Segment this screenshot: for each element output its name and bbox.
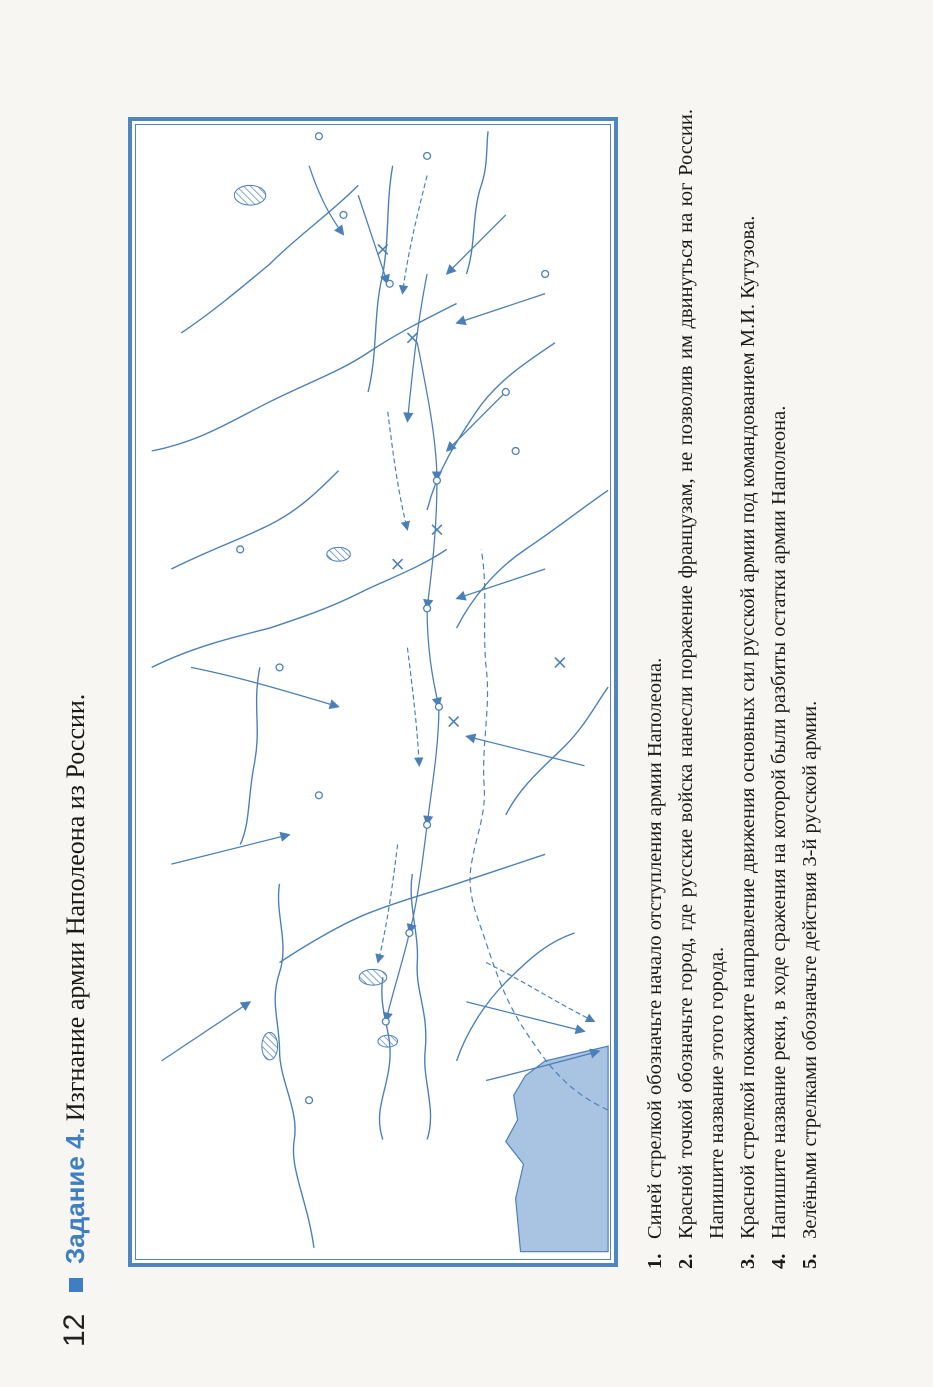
route-arrow [447, 392, 506, 451]
task-header [60, 694, 91, 1292]
task-text: Зелёными стрелками обозначьте действия 3-й русской армии. [799, 700, 821, 1239]
town-dot [315, 133, 322, 140]
page-number: 12 [58, 1313, 91, 1347]
battle-cross [407, 333, 417, 343]
town-dot [424, 605, 431, 612]
route-arrow [457, 294, 546, 324]
task-text: Красной стрелкой покажите направление движения основных сил русской армии под командованием М.И. Кутузова. [737, 215, 759, 1239]
task-number: 5. [799, 1253, 821, 1269]
route-arrow [171, 835, 289, 865]
task-item [764, 109, 795, 1269]
town-dot [502, 389, 509, 396]
task-text: Синей стрелкой обозначьте начало отступления армии Наполеона. [644, 657, 666, 1239]
river [427, 343, 555, 510]
task-item [795, 109, 826, 1269]
task-title: Изгнание армии Наполеона из России. [60, 693, 90, 1122]
river [466, 131, 488, 274]
task-number: 1. [644, 1253, 666, 1269]
town-dot [386, 280, 393, 287]
dashed-route-arrow [407, 648, 419, 766]
square-bullet-icon [69, 1278, 83, 1292]
task-item [733, 109, 764, 1269]
route-arrow [466, 1002, 584, 1032]
town-dot [424, 152, 431, 159]
task-text: Красной точкой обозначьте город, где русские войска нанесли поражение французам, не позволив им двинуться на юг России. Напишите название этого города. [675, 109, 728, 1239]
map-drawing [132, 121, 614, 1263]
river [506, 687, 608, 815]
town-dot [306, 1097, 313, 1104]
river [368, 166, 393, 392]
marsh-area [378, 1035, 398, 1047]
dashed-route-arrow [486, 963, 594, 1022]
route-arrow [417, 343, 437, 481]
route-arrow [447, 215, 506, 274]
route-arrow [191, 667, 339, 706]
sea-area [506, 1046, 608, 1252]
battle-cross [449, 717, 459, 727]
task-list [640, 109, 826, 1269]
route-arrow [162, 1002, 251, 1061]
route-arrow [457, 569, 546, 599]
route-arrow [427, 608, 439, 706]
town-dot [433, 477, 440, 484]
town-dot [237, 546, 244, 553]
river [240, 667, 260, 844]
river [379, 977, 390, 1139]
river [457, 933, 575, 1061]
contour-map [128, 117, 618, 1267]
task-label: Задание 4 [60, 1134, 90, 1264]
town-dot [276, 664, 283, 671]
town-dot [315, 792, 322, 799]
battle-cross [432, 525, 442, 535]
town-dot [435, 703, 442, 710]
battle-cross [393, 559, 403, 569]
route-arrow [427, 707, 439, 825]
task-label-dot: . [60, 1127, 90, 1135]
task-item [640, 109, 671, 1269]
marsh-area [359, 969, 387, 985]
task-item [671, 109, 733, 1269]
marsh-area [234, 185, 265, 205]
town-dot [512, 448, 519, 455]
town-dot [340, 211, 347, 218]
route-arrow [386, 933, 410, 1022]
dashed-route-arrow [388, 412, 408, 530]
route-arrow [358, 195, 388, 284]
river [181, 185, 358, 333]
town-dot [406, 930, 413, 937]
river [152, 303, 457, 451]
route-arrow [407, 274, 427, 422]
town-dot [424, 821, 431, 828]
task-number: 2. [675, 1253, 697, 1269]
route-arrow [427, 481, 437, 609]
marsh-area [327, 547, 351, 561]
river [275, 884, 314, 1248]
task-text: Напишите название реки, в ходе сражения на которой были разбиты остатки армии Наполеона. [768, 405, 790, 1239]
river [171, 471, 338, 569]
town-dot [542, 270, 549, 277]
task-number: 3. [737, 1253, 759, 1269]
town-dot [382, 1018, 389, 1025]
river [152, 549, 447, 667]
marsh-area [262, 1032, 278, 1060]
dashed-route-arrow [403, 176, 428, 294]
battle-cross [555, 658, 565, 668]
river [457, 490, 608, 628]
task-number: 4. [768, 1253, 790, 1269]
